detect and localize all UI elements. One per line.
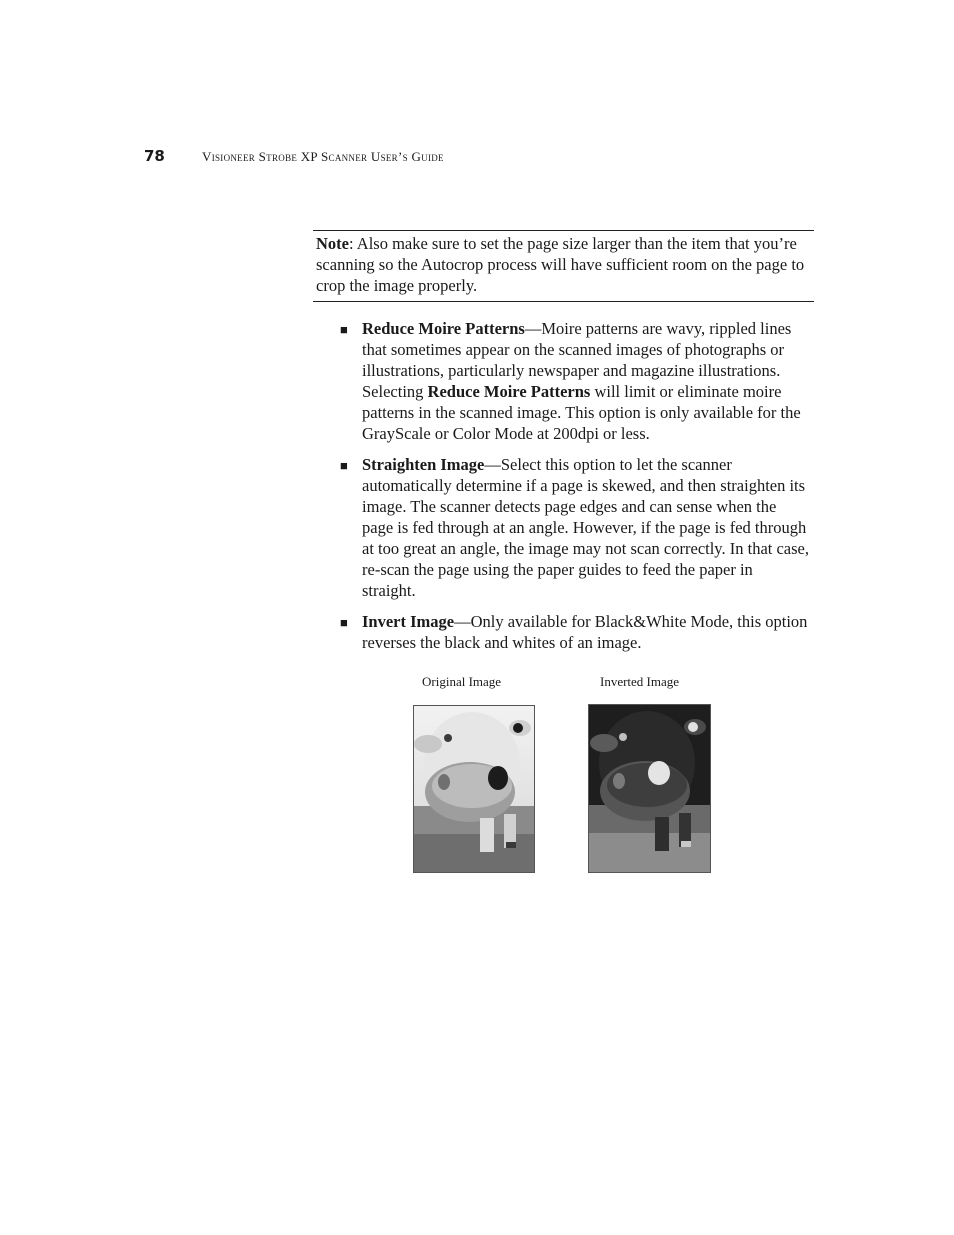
term-straighten-image: Straighten Image bbox=[362, 455, 485, 474]
inverted-cow-image bbox=[588, 704, 711, 873]
term-invert-image: Invert Image bbox=[362, 612, 455, 631]
cow-photo-inverted bbox=[589, 705, 710, 872]
original-cow-image bbox=[413, 705, 535, 873]
note-label: Note bbox=[316, 234, 349, 253]
description-text: —Moire patterns are wavy, rippled lines that sometimes appear on the scanned images of photographs or illustrations, particularly newspaper and magazine illustrations. Selecting bbox=[362, 319, 792, 401]
square-bullet-icon: ■ bbox=[340, 322, 348, 337]
term-reduce-moire-inline: Reduce Moire Patterns bbox=[427, 382, 591, 401]
inverted-image-caption: Inverted Image bbox=[600, 674, 680, 689]
page-header bbox=[144, 147, 444, 169]
description-text: —Only available for Black&White Mode, this option reverses the black and whites of an image. bbox=[362, 612, 808, 652]
list-item-reduce-moire bbox=[340, 318, 810, 444]
original-image-caption: Original Image bbox=[422, 674, 502, 689]
term-reduce-moire: Reduce Moire Patterns bbox=[362, 319, 525, 338]
square-bullet-icon: ■ bbox=[340, 615, 348, 630]
list-item-invert-image bbox=[340, 611, 810, 653]
list-item-straighten-image bbox=[340, 454, 810, 601]
square-bullet-icon: ■ bbox=[340, 458, 348, 473]
note-text: : Also make sure to set the page size larger than the item that you’re scanning so the Autocrop process will have sufficient room on the page to crop the image properly. bbox=[316, 234, 805, 295]
option-list bbox=[340, 318, 810, 663]
running-title: Visioneer Strobe XP Scanner User’s Guide bbox=[202, 149, 444, 164]
note-box bbox=[313, 230, 814, 302]
cow-photo-original bbox=[414, 706, 534, 872]
description-text: will limit or eliminate moire patterns in the scanned image. This option is only available for the GrayScale or Color Mode at 200dpi or less. bbox=[362, 382, 801, 443]
description-text: —Select this option to let the scanner automatically determine if a page is skewed, and then straighten its image. The scanner detects page edges and can sense when the page is fed through at an angle. However, if the page is fed through at too great an angle, the image may not scan correctly. In that case, re-scan the page using the paper guides to feed the paper in straight. bbox=[362, 455, 809, 600]
page-number: 78 bbox=[144, 147, 165, 165]
